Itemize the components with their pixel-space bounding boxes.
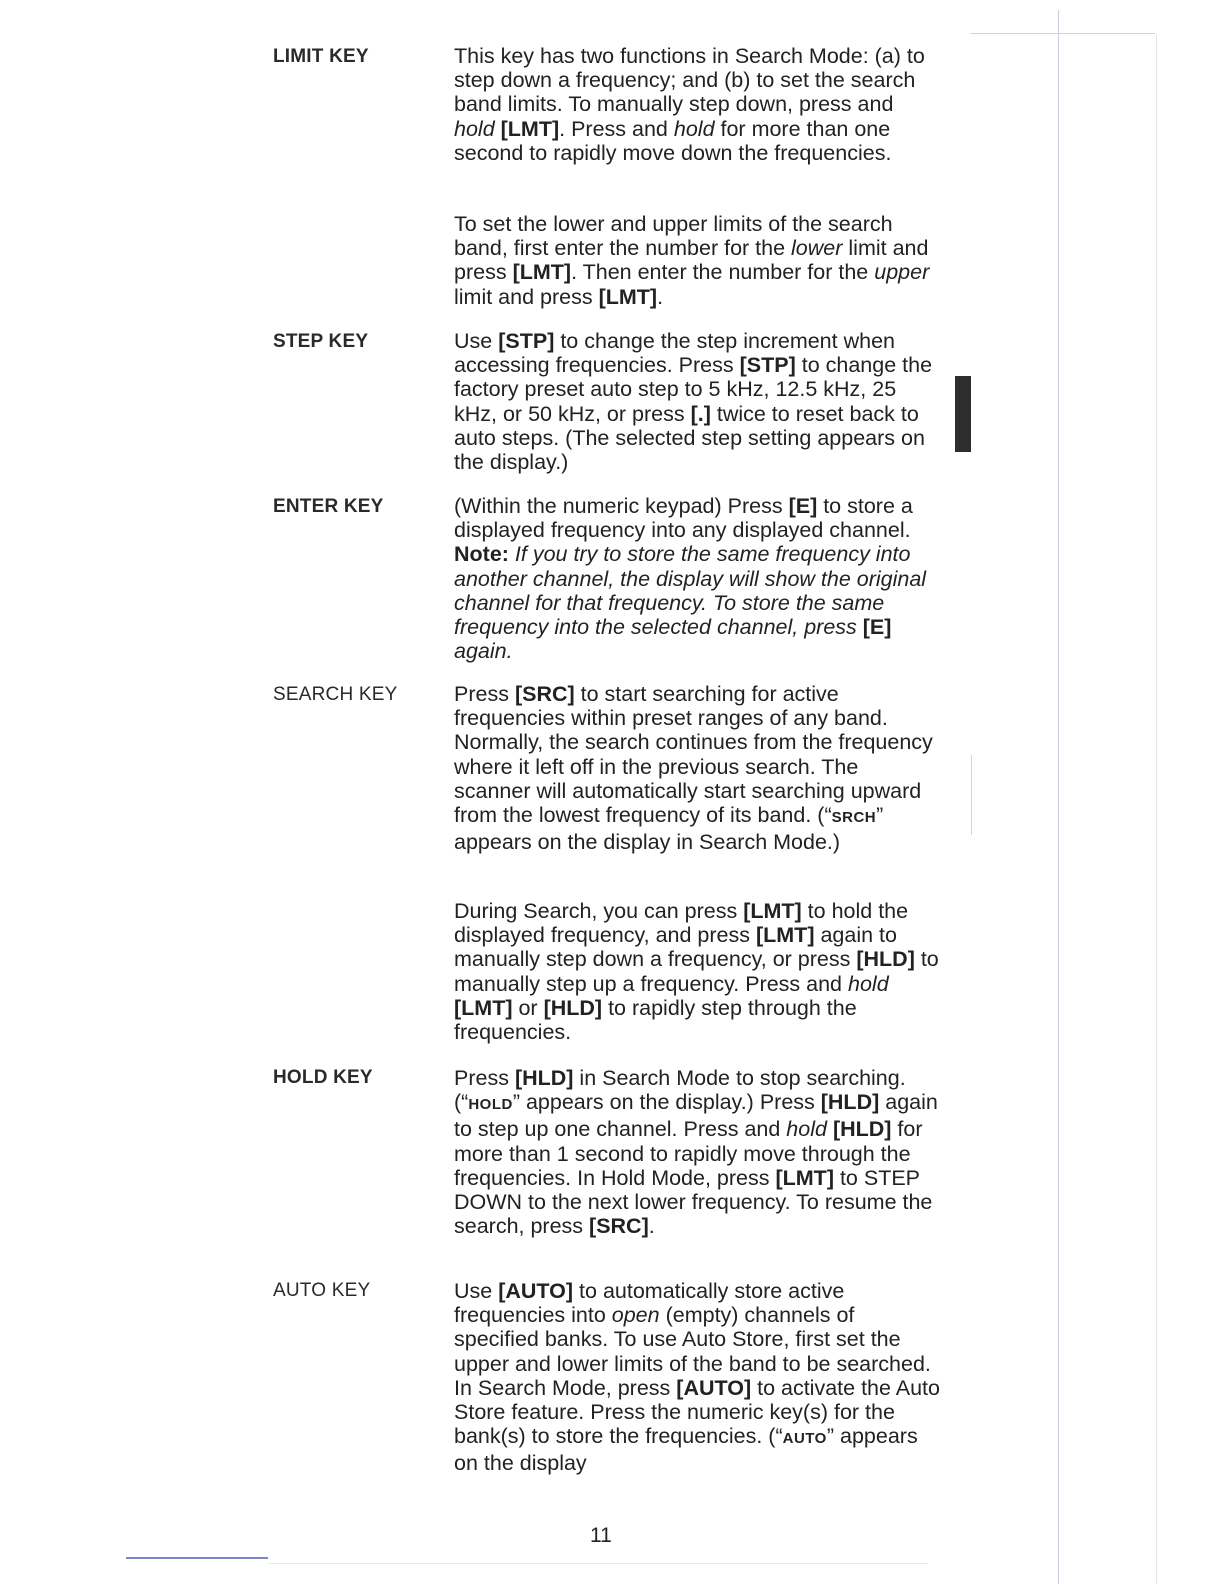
text-run: [HLD] xyxy=(856,947,915,972)
page-number: 11 xyxy=(590,1524,612,1547)
text-run: to rapidly step through the frequencies. xyxy=(454,995,857,1045)
text-run: [LMT] xyxy=(755,923,815,948)
text-run: (Within the numeric keypad) Press xyxy=(454,494,789,518)
text-run: [.] xyxy=(690,401,711,426)
text-run: AUTO xyxy=(782,1430,827,1448)
text-run: SRCH xyxy=(831,809,877,827)
text-run: [AUTO] xyxy=(676,1375,752,1400)
text-run: again to manually step down a frequency, or press xyxy=(454,923,897,972)
text-run: twice to reset back to auto steps. (The selected step setting appears on the display.) xyxy=(454,401,925,475)
text-run: for more than 1 second to rapidly move through the frequencies. In Hold Mode, press xyxy=(454,1117,923,1190)
text-run: [LMT] xyxy=(598,284,658,309)
text-run: To set the lower and upper limits of the search band, first enter the number for the xyxy=(454,212,893,261)
text-run: [E] xyxy=(862,615,892,640)
auto-key-description xyxy=(454,1279,940,1476)
text-run: [LMT] xyxy=(775,1165,834,1190)
text-run: [LMT] xyxy=(512,260,572,285)
text-run: . xyxy=(648,1214,655,1239)
text-run: Press xyxy=(454,1066,515,1090)
text-run: hold xyxy=(848,971,889,996)
text-run: [SRC] xyxy=(589,1214,649,1239)
text-run: limit and press xyxy=(454,236,929,285)
text-run: This key has two functions in Search Mode: (a) to step down a frequency; and (b) to set the search band limits. To manually step down, press and xyxy=(454,44,925,117)
text-run: hold xyxy=(454,116,495,141)
text-run: [HLD] xyxy=(514,1066,574,1090)
text-run: . Then enter the number for the xyxy=(571,260,875,285)
step-key-description xyxy=(454,329,940,474)
text-run: to store a displayed frequency into any displayed channel. xyxy=(454,494,913,543)
text-run: [STP] xyxy=(498,329,555,353)
text-run: to automatically store active frequencies into xyxy=(454,1279,845,1328)
page-corner-line xyxy=(970,33,1155,34)
text-run: ” appears on the display xyxy=(454,1424,918,1476)
text-run: hold xyxy=(786,1117,827,1142)
text-run: to hold the displayed frequency, and press xyxy=(454,899,909,948)
label-search-key: SEARCH KEY xyxy=(273,684,398,705)
text-run: [AUTO] xyxy=(498,1279,574,1303)
text-run: to STEP DOWN to the next lower frequency. To resume the search, press xyxy=(454,1165,933,1239)
text-run: for more than one second to rapidly move down the frequencies. xyxy=(454,116,892,165)
text-run: to change the factory preset auto step to 5 kHz, 12.5 kHz, 25 kHz, or 50 kHz, or press xyxy=(454,353,933,426)
enter-key-description xyxy=(454,494,940,663)
text-run: If you try to store the same frequency into another channel, the display will show the original channel for that frequency. To store the same frequency into the selected channel, press xyxy=(454,542,927,640)
text-run: [SRC] xyxy=(514,682,575,706)
text-run: [HLD] xyxy=(832,1117,892,1142)
text-run: HOLD xyxy=(468,1096,513,1114)
label-step-key: STEP KEY xyxy=(273,331,369,352)
text-run: [LMT] xyxy=(743,899,802,923)
bottom-edge-line xyxy=(126,1557,268,1559)
text-run: to start searching for active frequencies within preset ranges of any band. Normally, the search continues from the frequency where it left off in the previous search. The scanner will automatically start searching upward from the lowest frequency of its band. (“ xyxy=(454,682,933,828)
text-run: [LMT] xyxy=(500,116,560,141)
limit-key-description xyxy=(454,44,940,165)
text-run: ” appears on the display.) Press xyxy=(512,1090,821,1115)
text-run: [E] xyxy=(788,494,818,518)
text-run: limit and press xyxy=(454,284,599,309)
text-run: ” appears on the display in Search Mode.) xyxy=(454,803,884,855)
thumb-tab-marker xyxy=(955,376,971,452)
label-limit-key: LIMIT KEY xyxy=(273,46,369,67)
faint-margin-mark xyxy=(971,755,972,835)
text-run: [HLD] xyxy=(543,995,603,1020)
text-run: to manually step up a frequency. Press and xyxy=(454,947,939,996)
limit-key-band-description xyxy=(454,212,940,309)
hold-key-description xyxy=(454,1066,940,1238)
label-hold-key: HOLD KEY xyxy=(273,1067,373,1088)
text-run: open xyxy=(611,1303,660,1328)
text-run: in Search Mode to stop searching. (“ xyxy=(454,1066,906,1115)
search-key-description xyxy=(454,682,940,854)
text-run: to activate the Auto Store feature. Press the numeric key(s) for the bank(s) to store the frequencies. (“ xyxy=(454,1375,940,1449)
text-run: . xyxy=(657,284,664,309)
bottom-edge-faint-line xyxy=(268,1563,928,1564)
text-run: Note: xyxy=(454,542,509,567)
search-key-during-search xyxy=(454,899,940,1044)
label-auto-key: AUTO KEY xyxy=(273,1280,371,1301)
text-run: . Press and xyxy=(559,116,674,141)
text-run: [HLD] xyxy=(820,1090,880,1115)
text-run: or xyxy=(512,995,544,1020)
text-run: lower xyxy=(791,236,843,261)
text-run: upper xyxy=(874,260,930,285)
text-run: Use xyxy=(454,329,499,353)
text-run: Press xyxy=(454,682,515,706)
label-enter-key: ENTER KEY xyxy=(273,496,384,517)
text-run: to change the step increment when accessing frequencies. Press xyxy=(454,329,895,378)
text-run: [STP] xyxy=(739,353,796,378)
text-run: Use xyxy=(454,1279,499,1303)
text-run: [LMT] xyxy=(454,995,513,1020)
page-edge-line xyxy=(1058,10,1059,1584)
text-run: again. xyxy=(454,639,513,664)
text-run: During Search, you can press xyxy=(454,899,744,923)
text-run: hold xyxy=(673,116,715,141)
page-right-edge xyxy=(1156,34,1157,1584)
text-run: again to step up one channel. Press and xyxy=(454,1090,938,1142)
text-run: (empty) channels of specified banks. To use Auto Store, first set the upper and lower limits of the band to be searched. In Search Mode, press xyxy=(454,1303,931,1400)
